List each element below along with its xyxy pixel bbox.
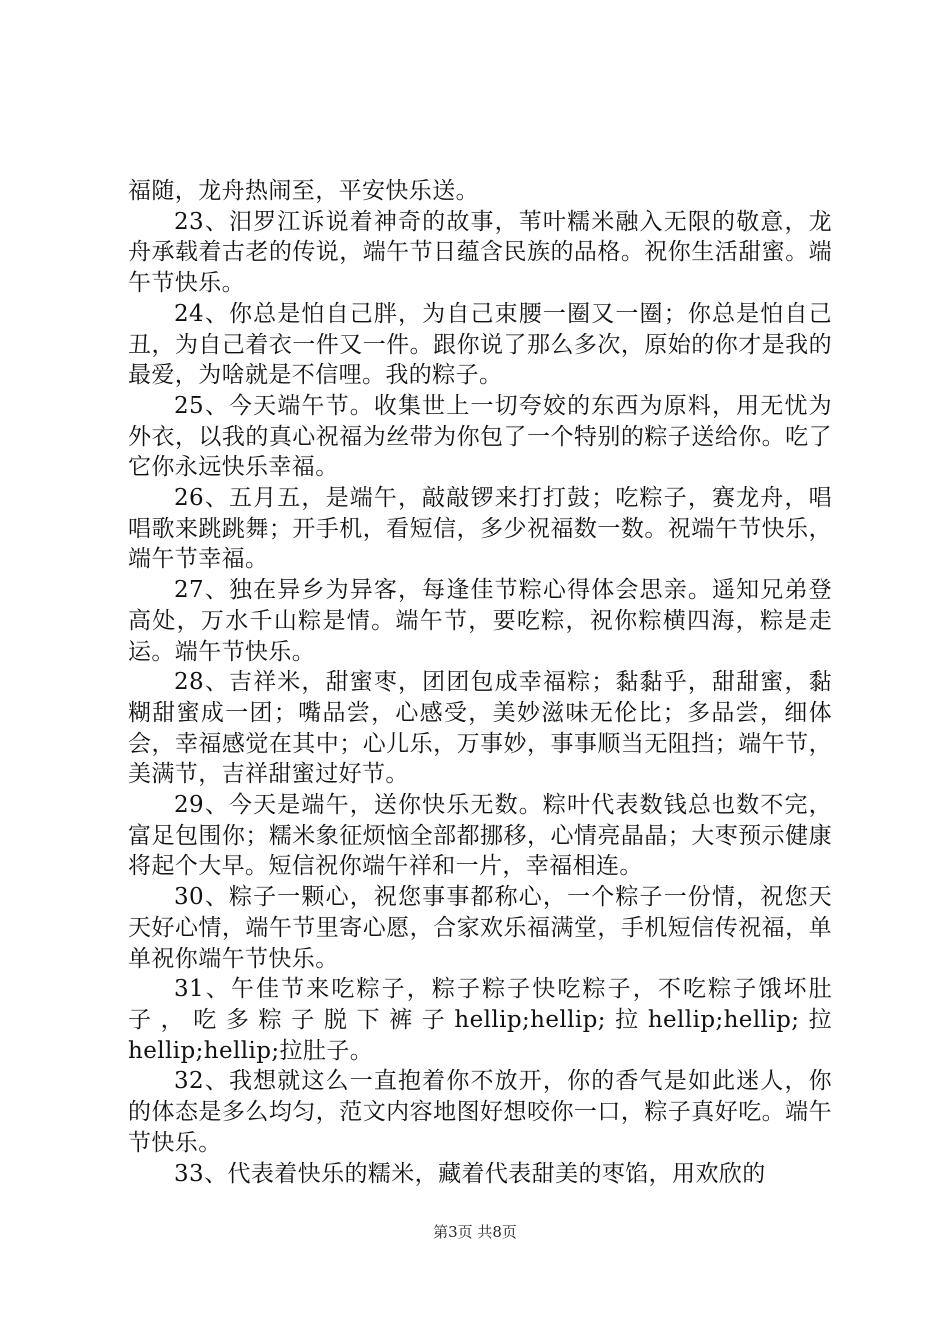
paragraph-30: 30、粽子一颗心，祝您事事都称心，一个粽子一份情，祝您天天好心情，端午节里寄心愿，合家欢乐福满堂，手机短信传祝福，单单祝你端午节快乐。 xyxy=(128,884,832,972)
paragraph-33: 33、代表着快乐的糯米，藏着代表甜美的枣馅，用欢欣的 xyxy=(174,1160,766,1187)
paragraph-continuation: 福随，龙舟热闹至，平安快乐送。 xyxy=(128,178,479,204)
page-number-footer: 第3页 共8页 xyxy=(433,1223,517,1241)
paragraph-26: 26、五月五，是端午，敲敲锣来打打鼓；吃粽子，赛龙舟，唱唱歌来跳跳舞；开手机，看短信，多少祝福数一数。祝端午节快乐，端午节幸福。 xyxy=(128,485,832,573)
paragraph-24: 24、你总是怕自己胖，为自己束腰一圈又一圈；你总是怕自己丑，为自己着衣一件又一件。跟你说了那么多次，原始的你才是我的最爱，为啥就是不信哩。我的粽子。 xyxy=(128,300,832,389)
paragraph-27: 27、独在异乡为异客，每逢佳节粽心得体会思亲。遥知兄弟登高处，万水千山粽是情。端午节，要吃粽，祝你粽横四海，粽是走运。端午节快乐。 xyxy=(128,577,832,665)
paragraph-23: 23、汨罗江诉说着神奇的故事，苇叶糯米融入无限的敬意，龙舟承载着古老的传说，端午节日蕴含民族的品格。祝你生活甜蜜。端午节快乐。 xyxy=(128,208,832,297)
paragraph-31: 31、午佳节来吃粽子，粽子粽子快吃粽子，不吃粽子饿坏肚子，吃多粽子脱下裤子hellip;hellip;拉hellip;hellip;拉hellip;hellip;拉肚子。 xyxy=(128,976,832,1064)
paragraph-25: 25、今天端午节。收集世上一切夸姣的东西为原料，用无忧为外衣，以我的真心祝福为丝带为你包了一个特别的粽子送给你。吃了它你永远快乐幸福。 xyxy=(128,392,832,481)
paragraph-32: 32、我想就这么一直抱着你不放开，你的香气是如此迷人，你的体态是多么均匀，范文内容地图好想咬你一口，粽子真好吃。端午节快乐。 xyxy=(128,1068,832,1156)
paragraph-28: 28、吉祥米，甜蜜枣，团团包成幸福粽；黏黏乎，甜甜蜜，黏糊甜蜜成一团；嘴品尝，心感受，美妙滋味无伦比；多品尝，细体会，幸福感觉在其中；心儿乐，万事妙，事事顺当无阻挡；端午节，美满节，吉祥甜蜜过好节。 xyxy=(128,669,832,788)
paragraph-29: 29、今天是端午，送你快乐无数。粽叶代表数钱总也数不完，富足包围你；糯米象征烦恼全部都挪移，心情亮晶晶；大枣预示健康将起个大早。短信祝你端午祥和一片，幸福相连。 xyxy=(128,792,832,880)
document-body xyxy=(128,176,832,1189)
